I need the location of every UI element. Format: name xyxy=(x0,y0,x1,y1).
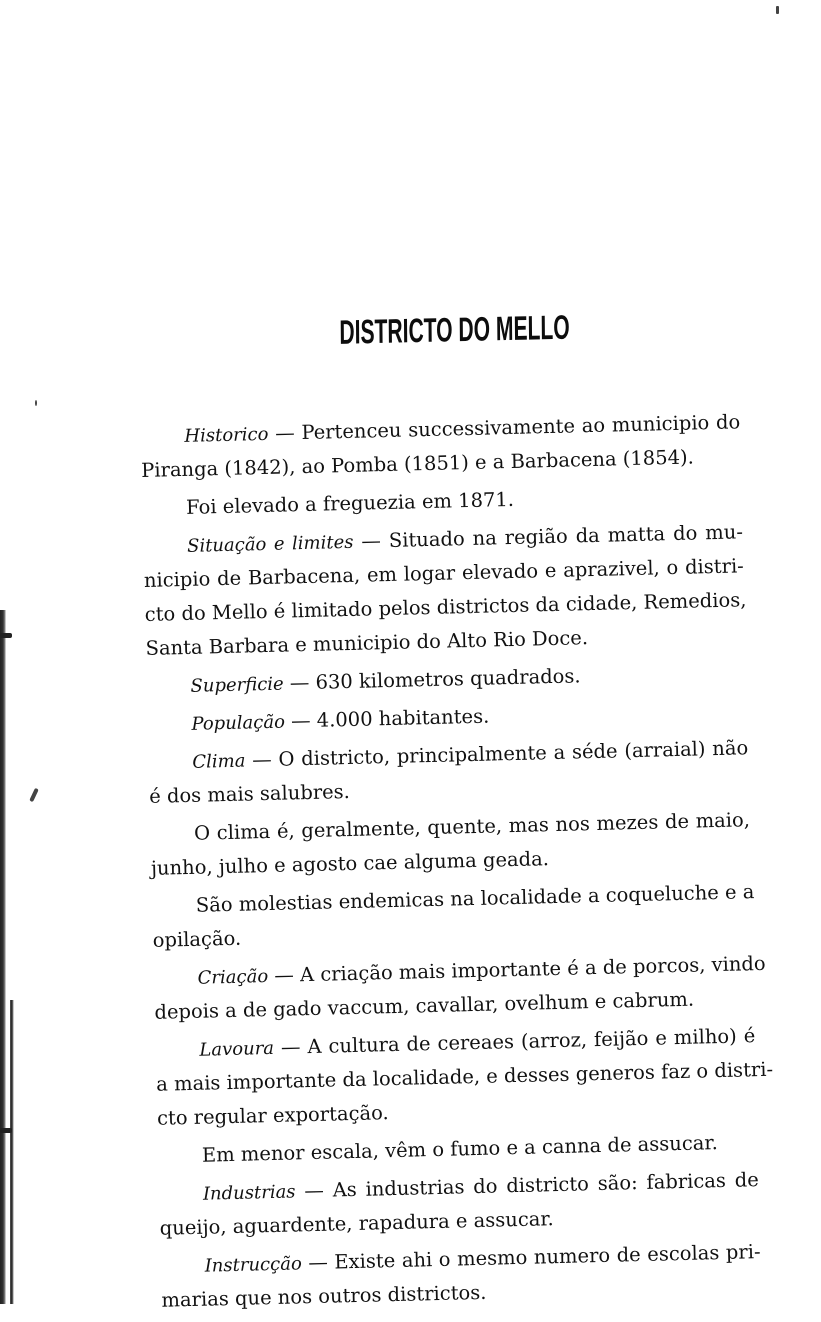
line-text: Santa Barbara e municipio do Alto Rio Doce. xyxy=(145,626,589,660)
section-label: Instrucção xyxy=(204,1253,303,1277)
page-title: DISTRICTO DO MELLO xyxy=(339,308,570,352)
paragraph-instruc-o xyxy=(160,1235,762,1322)
line-text: — O districto, principalmente a séde (arraial) não xyxy=(245,736,749,772)
line-text: Piranga (1842), ao Pomba (1851) e a Barbacena (1854). xyxy=(140,445,695,482)
line-text: cto regular exportação. xyxy=(156,1101,389,1130)
line-text: — Situado na região da matta do mu- xyxy=(353,520,744,553)
line-text: cto do Mello é limitado pelos districtos da cidade, Remedios, xyxy=(144,588,747,626)
line-text: — A cultura de cereaes (arroz, feijão e milho) é xyxy=(273,1024,756,1059)
binding-mark xyxy=(0,1128,12,1133)
line-text: — A criação mais importante é a de porcos, vindo xyxy=(267,951,766,988)
section-label: Criação xyxy=(197,966,269,989)
line-text: — As industrias do districto são: fabricas de xyxy=(295,1168,760,1203)
line-text: queijo, aguardente, rapadura e assucar. xyxy=(159,1207,554,1240)
line-text: O clima é, geralmente, quente, mas nos mezes de maio, xyxy=(193,808,751,845)
line-text: opilação. xyxy=(152,926,242,952)
paragraph-lavoura xyxy=(155,1019,774,1140)
line-text: depois a de gado vaccum, cavallar, ovelhum e cabrum. xyxy=(154,987,695,1024)
section-label: Clima xyxy=(192,750,246,773)
binding-edge xyxy=(0,610,6,1304)
paragraph-situa-o-e-limites xyxy=(143,515,746,670)
section-label: Industrias xyxy=(202,1181,296,1205)
line-text: junho, julho e agosto cae alguma geada. xyxy=(150,847,550,880)
section-label: Historico xyxy=(184,423,269,447)
section-label: Situação e limites xyxy=(186,531,354,557)
line-text: nicipio de Barbacena, em logar elevado e aprazivel, o distri- xyxy=(143,554,745,592)
line-text: — Existe ahi o mesmo numero de escolas pri- xyxy=(301,1240,761,1275)
section-label: Lavoura xyxy=(199,1037,275,1061)
line-text: Foi elevado a freguezia em 1871. xyxy=(185,487,515,519)
scan-speck xyxy=(29,788,39,802)
binding-edge-inner xyxy=(10,1000,14,1304)
section-label: População xyxy=(191,711,286,735)
line-text: é dos mais salubres. xyxy=(148,779,351,808)
body-text xyxy=(140,405,774,1321)
section-label: Superficie xyxy=(190,673,284,697)
line-text: — 630 kilometros quadrados. xyxy=(283,664,581,695)
scan-speck xyxy=(35,400,37,406)
line-text: a mais importante da localidade, e desses generos faz o distri- xyxy=(155,1057,774,1096)
line-text: marias que nos outros districtos. xyxy=(161,1280,487,1312)
scan-speck xyxy=(776,6,779,14)
line-text: Em menor escala, vêm o fumo e a canna de assucar. xyxy=(201,1131,719,1167)
line-text: — Pertenceu successivamente ao municipio do xyxy=(268,410,741,445)
binding-mark xyxy=(0,633,12,638)
line-text: São molestias endemicas na localidade a coqueluche e a xyxy=(195,880,755,917)
line-text: — 4.000 habitantes. xyxy=(284,704,490,733)
